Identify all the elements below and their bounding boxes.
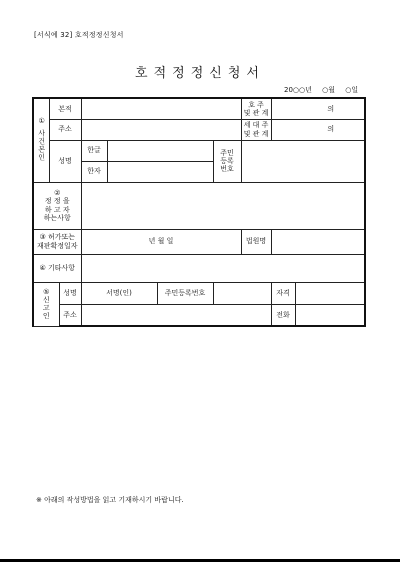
applicant-address-field[interactable]: [81, 304, 271, 326]
date-day: ○일: [345, 86, 359, 94]
bonjeok-field[interactable]: [81, 98, 241, 119]
date-month: ○월: [322, 86, 335, 94]
qualification-field[interactable]: [295, 282, 365, 304]
hangul-name-field[interactable]: [107, 140, 213, 161]
juso-label: 주소: [49, 119, 81, 140]
phone-field[interactable]: [295, 304, 365, 326]
bonjeok-label: 본적: [49, 98, 81, 119]
applicant-resident-number-field[interactable]: [213, 282, 271, 304]
instruction-note: ※ 아래의 작성방법을 읽고 기재하시기 바랍니다.: [36, 496, 184, 504]
court-name-field[interactable]: [271, 229, 365, 254]
juso-field[interactable]: [81, 119, 241, 140]
hangul-label: 한글: [81, 140, 107, 161]
applicant-resident-number-label: 주민등록번호: [157, 282, 213, 304]
applicant-address-label: 주소: [59, 304, 81, 326]
name-label: 성명: [49, 140, 81, 182]
applicant-signature-field[interactable]: 서명(인): [81, 282, 157, 304]
permission-date-label: ③ 허가또는 재판확정일자: [33, 229, 81, 254]
qualification-label: 자격: [271, 282, 295, 304]
hanja-label: 한자: [81, 161, 107, 182]
section1-label: ① 사건본인: [33, 98, 49, 182]
date-year: 20○○년: [284, 86, 312, 94]
permission-date-field[interactable]: 년 월 일: [81, 229, 241, 254]
other-matters-field[interactable]: [81, 254, 365, 282]
applicant-name-label: 성명: [59, 282, 81, 304]
application-form-table: [32, 97, 366, 327]
hanja-name-field[interactable]: [107, 161, 213, 182]
application-date: [284, 85, 358, 95]
bottom-rule: [0, 559, 400, 562]
page-title: 호적정정신청서: [135, 66, 265, 81]
applicant-section-label: ⑤ 신 고 인: [33, 282, 59, 326]
correction-item-label: ② 정 정 을 하 고 자 하는사항: [33, 182, 81, 229]
hoju-relation-field[interactable]: 의: [271, 98, 365, 119]
resident-number-field[interactable]: [241, 140, 365, 182]
resident-number-label: 주민 등록 번호: [213, 140, 241, 182]
sedaeju-relation-label: 세 대 주 및 관 계: [241, 119, 271, 140]
sedaeju-relation-field[interactable]: 의: [271, 119, 365, 140]
hoju-relation-label: 호 주 및 관 계: [241, 98, 271, 119]
form-number: [서식예 32] 호적정정신청서: [34, 31, 124, 39]
correction-item-field[interactable]: [81, 182, 365, 229]
other-matters-label: ④ 기타사항: [33, 254, 81, 282]
court-name-label: 법원명: [241, 229, 271, 254]
phone-label: 전화: [271, 304, 295, 326]
